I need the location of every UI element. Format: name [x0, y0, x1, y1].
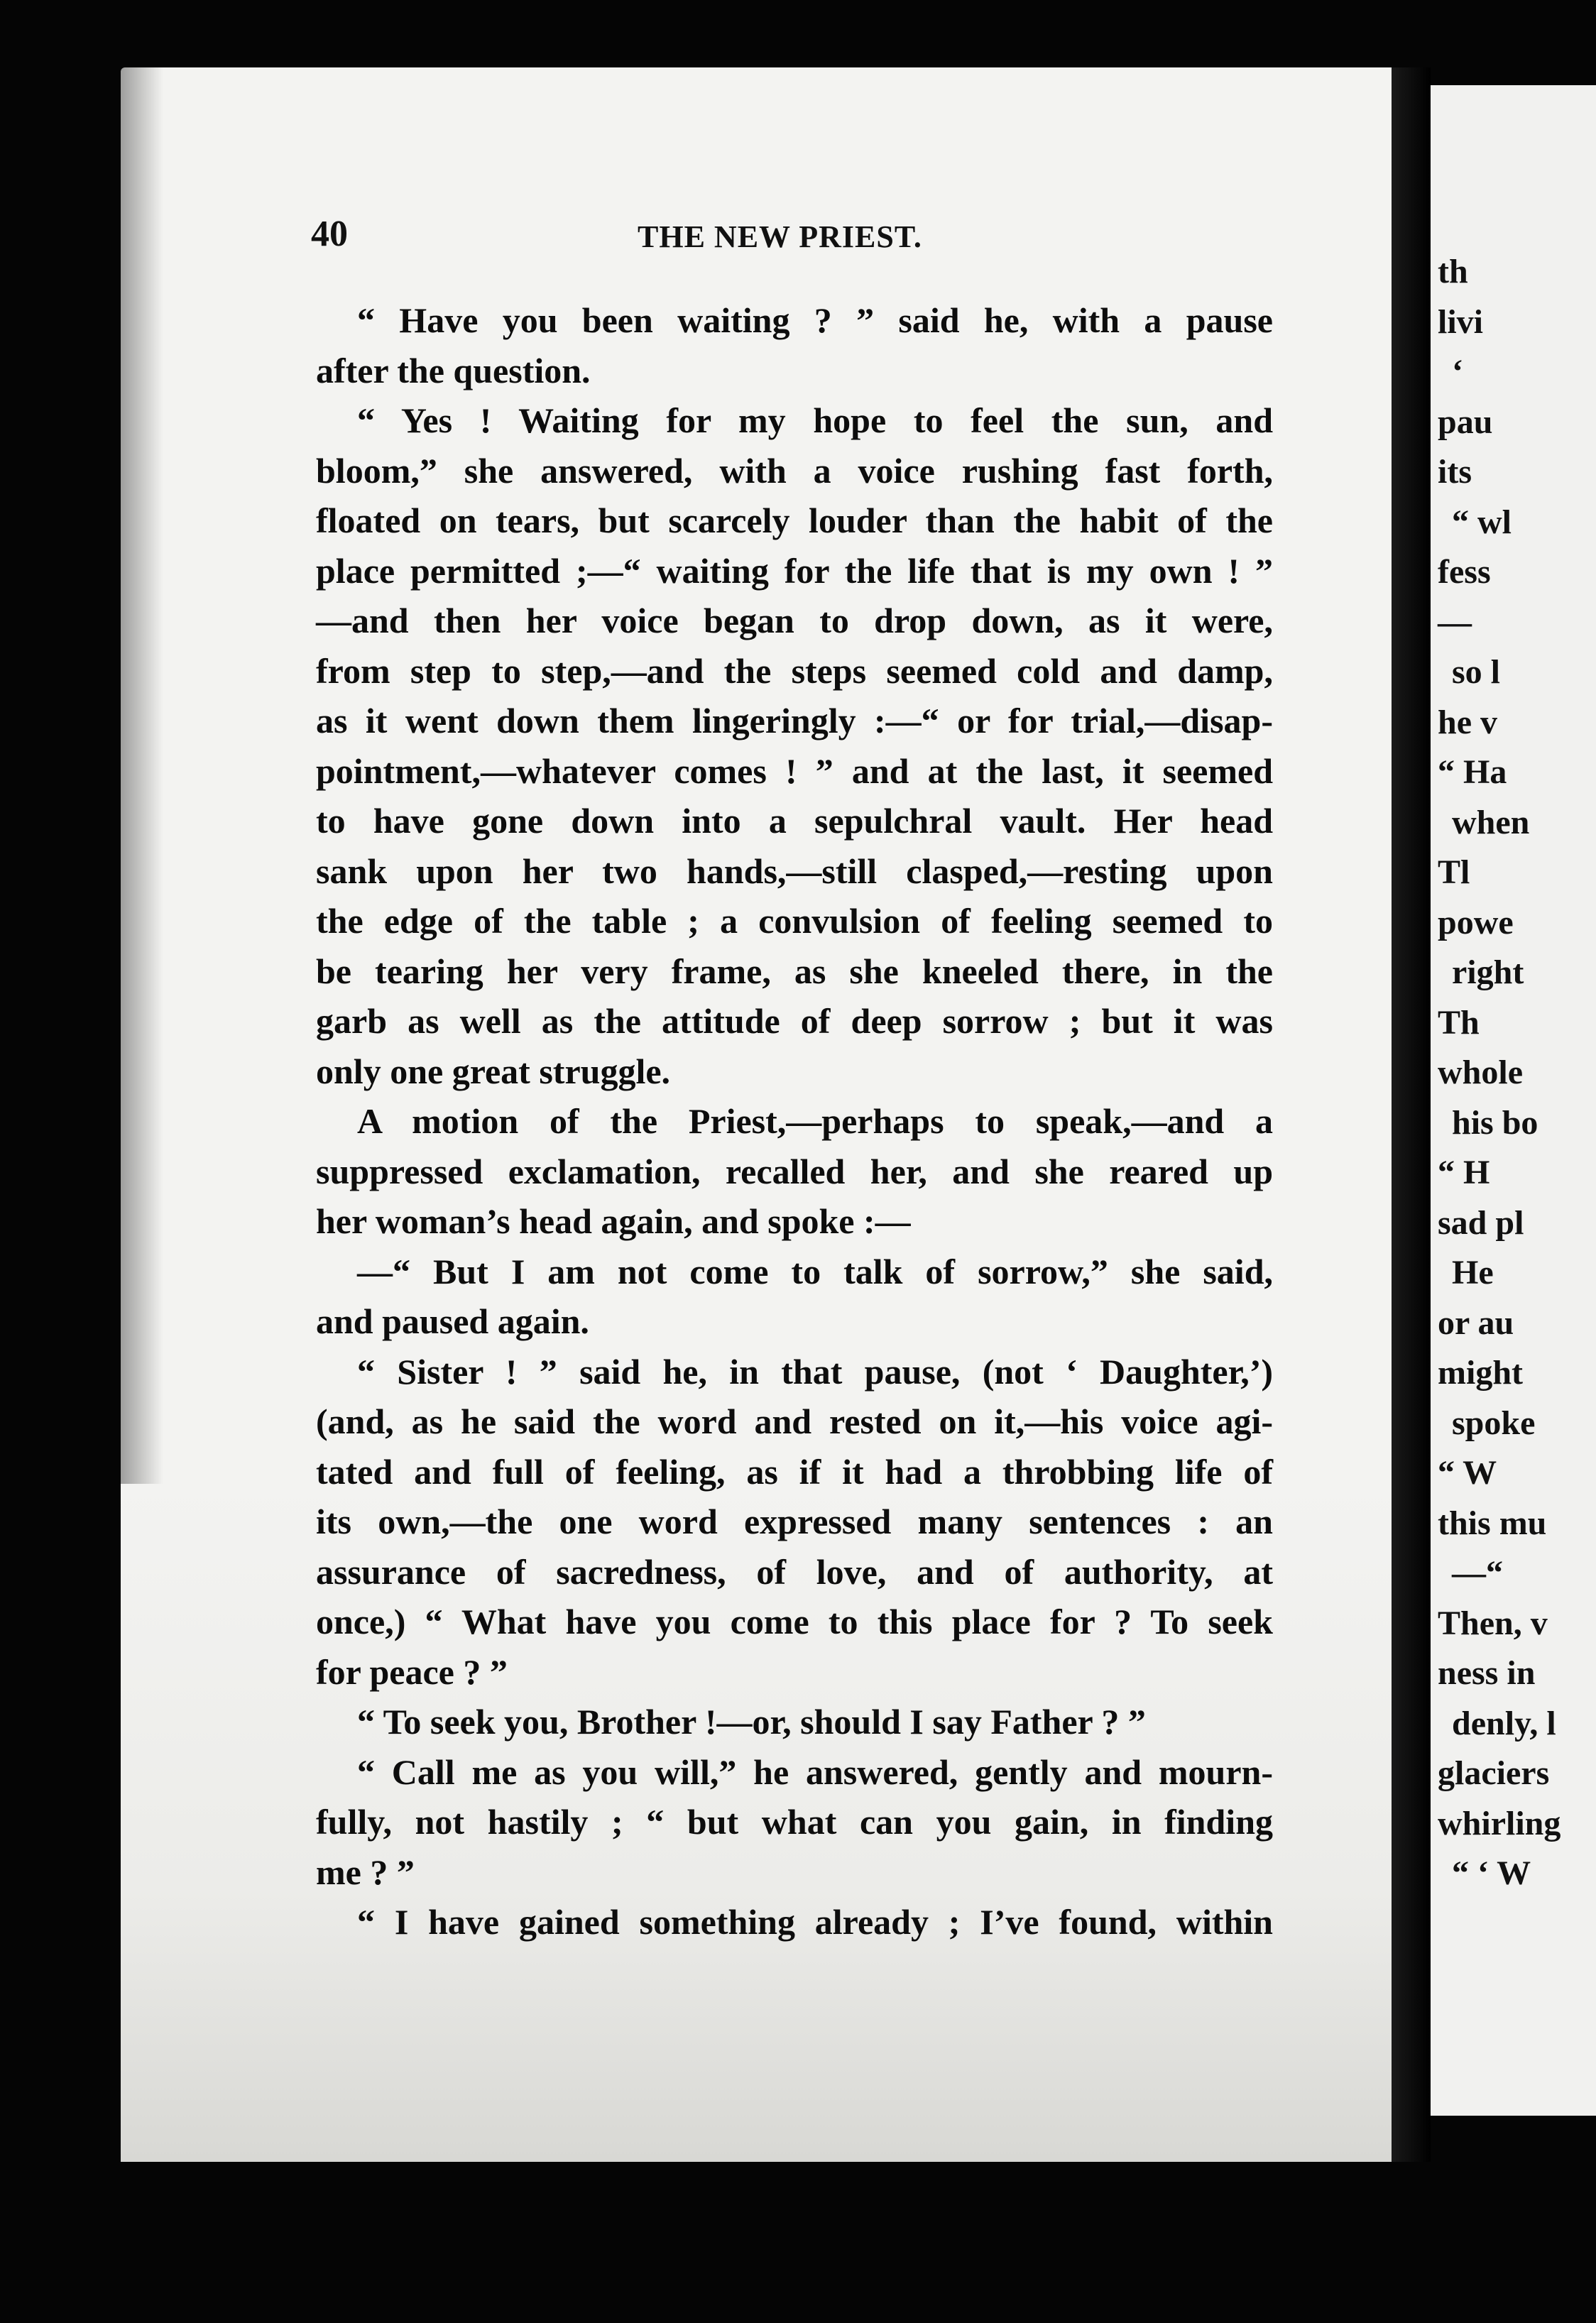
text-line: “ I have gained something already ; I’ve found, within [357, 1902, 1273, 1942]
facing-page-line: so l [1452, 653, 1501, 691]
text-line: “ Sister ! ” said he, in that pause, (not ‘ Daughter,’) [357, 1351, 1273, 1392]
facing-page-line: this mu [1438, 1504, 1547, 1542]
text-line: to have gone down into a sepulchral vault. Her head [316, 801, 1273, 841]
text-line: assurance of sacredness, of love, and of authority, at [316, 1551, 1273, 1592]
facing-page-line: he v [1438, 703, 1497, 741]
facing-page-line: glaciers [1438, 1754, 1550, 1792]
text-line: “ To seek you, Brother !—or, should I say Father ? ” [357, 1702, 1146, 1742]
facing-page-line: “ Ha [1438, 753, 1507, 791]
facing-page-line: — [1438, 603, 1472, 641]
page-number: 40 [311, 214, 348, 254]
text-line: sank upon her two hands,—still clasped,—resting upon [316, 851, 1273, 891]
text-line: floated on tears, but scarcely louder than the habit of the [316, 501, 1273, 540]
facing-page-fragment [1431, 85, 1596, 2116]
facing-page-line: He [1452, 1254, 1494, 1291]
facing-page-line: whole [1438, 1054, 1523, 1091]
text-line: “ Have you been waiting ? ” said he, with a pause [357, 300, 1273, 340]
text-line: “ Yes ! Waiting for my hope to feel the sun, and [357, 400, 1273, 440]
text-line: as it went down them lingeringly :—“ or for trial,—disap- [316, 701, 1273, 740]
text-line: suppressed exclamation, recalled her, and she reared up [316, 1151, 1273, 1191]
running-head: THE NEW PRIEST. [638, 219, 922, 254]
text-line: tated and full of feeling, as if it had a throbbing life of [316, 1451, 1273, 1492]
text-line: after the question. [316, 350, 591, 390]
text-line: place permitted ;—“ waiting for the life that is my own ! ” [316, 550, 1273, 591]
facing-page-line: pau [1438, 403, 1493, 441]
text-line: only one great struggle. [316, 1051, 671, 1091]
text-line: garb as well as the attitude of deep sorrow ; but it was [316, 1001, 1273, 1041]
text-line: bloom,” she answered, with a voice rushing fast forth, [316, 450, 1273, 491]
book-gutter [1392, 67, 1431, 2162]
text-line: fully, not hastily ; “ but what can you gain, in finding [316, 1802, 1273, 1842]
text-line: (and, as he said the word and rested on it,—his voice agi- [316, 1401, 1273, 1441]
text-line: —and then her voice began to drop down, as it were, [316, 601, 1273, 640]
text-line: and paused again. [316, 1301, 589, 1341]
facing-page-line: “ H [1438, 1154, 1490, 1191]
facing-page-line: spoke [1452, 1404, 1536, 1442]
facing-page-line: fess [1438, 553, 1491, 591]
text-line: “ Call me as you will,” he answered, gently and mourn- [357, 1751, 1273, 1792]
facing-page-line: ‘ [1452, 353, 1463, 390]
text-line: the edge of the table ; a convulsion of feeling seemed to [316, 901, 1273, 941]
page-header [311, 213, 1277, 270]
facing-page-line: denly, l [1452, 1704, 1556, 1742]
facing-page-line: “ ‘ W [1452, 1854, 1531, 1892]
body-text [316, 295, 1273, 1947]
text-line: pointment,—whatever comes ! ” and at the last, it seemed [316, 750, 1273, 791]
text-line: me ? ” [316, 1852, 415, 1892]
facing-page-line: his bo [1452, 1103, 1538, 1142]
text-line: its own,—the one word expressed many sentences : an [316, 1502, 1273, 1541]
text-line: once,) “ What have you come to this place for ? To seek [316, 1602, 1273, 1641]
facing-page-line: when [1452, 803, 1530, 841]
facing-page-line: whirling [1438, 1804, 1561, 1842]
facing-page-line: or au [1438, 1303, 1514, 1342]
facing-page-line: powe [1438, 903, 1514, 941]
facing-page-line: “ wl [1452, 503, 1512, 541]
facing-page-line: might [1438, 1354, 1523, 1392]
text-line: for peace ? ” [316, 1651, 508, 1692]
facing-page-line: Then, v [1438, 1604, 1548, 1642]
text-line: her woman’s head again, and spoke :— [316, 1201, 911, 1241]
facing-page-line: th [1438, 253, 1468, 290]
facing-page-line: Th [1438, 1003, 1480, 1042]
text-line: from step to step,—and the steps seemed cold and damp, [316, 650, 1273, 691]
facing-page-line: its [1438, 453, 1472, 491]
facing-page-line: “ W [1438, 1454, 1497, 1492]
facing-page-line: —“ [1452, 1554, 1503, 1592]
facing-page-line: livi [1438, 302, 1484, 341]
facing-page-line: sad pl [1438, 1203, 1524, 1242]
facing-page-line: right [1452, 953, 1524, 991]
facing-page-line: Tl [1438, 853, 1470, 891]
text-line: A motion of the Priest,—perhaps to speak,—and a [357, 1101, 1273, 1141]
text-line: —“ But I am not come to talk of sorrow,” she said, [357, 1251, 1273, 1291]
text-line: be tearing her very frame, as she kneeled there, in the [316, 951, 1273, 991]
facing-page-line: ness in [1438, 1654, 1536, 1692]
